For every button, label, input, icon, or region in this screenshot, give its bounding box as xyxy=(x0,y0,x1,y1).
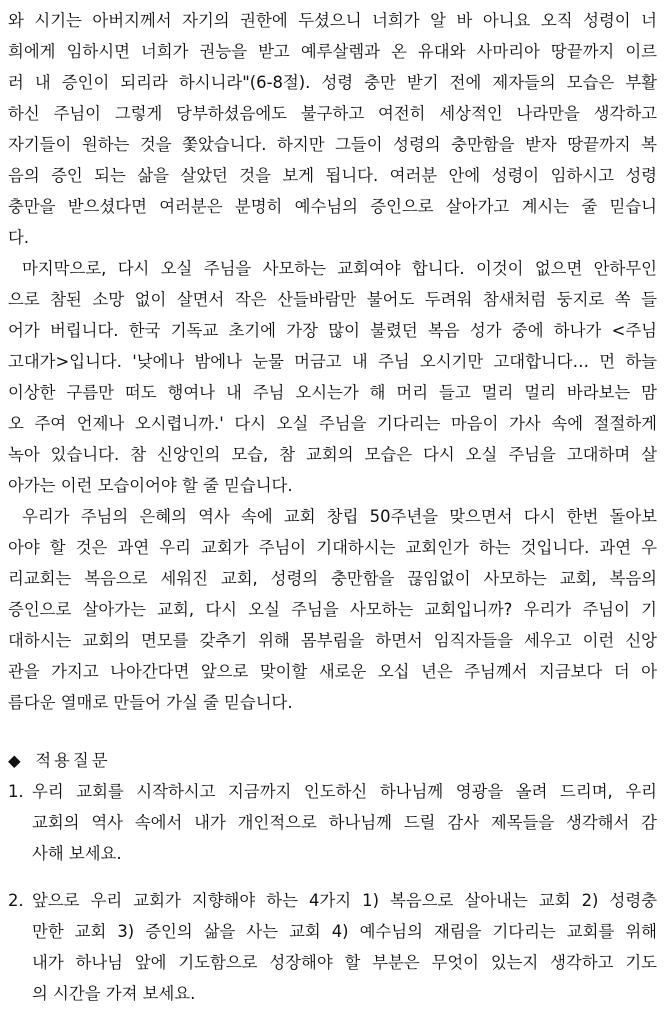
text-line: 우리가 주님의 은혜의 역사 속에 교회 창립 50주년을 맞으면서 다시 한번 돌아보 xyxy=(22,507,657,526)
text-line: 증인으로 살아가는 교회, 다시 오실 주님을 사모하는 교회입니까? 우리가 주님이 기 xyxy=(8,600,657,619)
text-line: 고대가>입니다. '낮에나 밤에나 눈물 머금고 내 주님 오시기만 고대합니다… 먼 하늘 xyxy=(8,352,657,371)
text-line: 아가는 이런 모습이어야 할 줄 믿습니다. xyxy=(8,476,293,495)
text-line: 마지막으로, 다시 오실 주님을 사모하는 교회여야 합니다. 이것이 없으면 안하무인 xyxy=(22,259,657,278)
question-line: 사해 보세요. xyxy=(32,844,122,863)
text-line: 아야 할 것은 과연 우리 교회가 주님이 기대하시는 교회인가 하는 것입니다. 과연 우 xyxy=(8,538,657,557)
text-line: 희에게 임하시면 너희가 권능을 받고 예루살렘과 온 유대와 사마리아 땅끝까지 이르 xyxy=(8,42,657,61)
text-line: 음의 증인 되는 삶을 살았던 것을 보게 됩니다. 여러분 안에 성령이 임하시고 성령 xyxy=(8,166,657,185)
question-number: 2. xyxy=(8,891,24,910)
question-line: 만한 교회 3) 증인의 삶을 사는 교회 4) 예수님의 재림을 기다리는 교회를 위해 xyxy=(32,922,657,941)
question-line: 우리 교회를 시작하시고 지금까지 인도하신 하나님께 영광을 올려 드리며, 우리 xyxy=(32,782,657,801)
question-item xyxy=(8,885,657,1009)
body-paragraph xyxy=(8,501,657,718)
diamond-bullet-icon: ◆ xyxy=(8,751,21,770)
text-line: 름다운 열매로 만들어 가실 줄 믿습니다. xyxy=(8,693,293,712)
question-item xyxy=(8,776,657,869)
text-line: 와 시기는 아버지께서 자기의 권한에 두셨으니 너희가 알 바 아니요 오직 성령이 너 xyxy=(8,11,657,30)
section-heading xyxy=(8,745,657,776)
body-paragraph xyxy=(8,253,657,501)
question-number: 1. xyxy=(8,782,24,801)
text-line: 리교회는 복음으로 세워진 교회, 성령의 충만함을 끊임없이 사모하는 교회, 복음의 xyxy=(8,569,657,588)
text-line: 자기들이 원하는 것을 쫓았습니다. 하지만 그들이 성령의 충만함을 받자 땅끝까지 복 xyxy=(8,135,657,154)
text-line: 오 주여 언제나 오시렵니까.' 다시 오실 주님을 기다리는 마음이 가사 속에 절절하게 xyxy=(8,414,657,433)
body-paragraph xyxy=(8,5,657,253)
text-line: 하신 주님이 그렇게 당부하셨음에도 불구하고 여전히 세상적인 나라만을 생각하고 xyxy=(8,104,657,123)
text-line: 다. xyxy=(8,228,30,247)
text-line: 대하시는 교회의 면모를 갖추기 위해 몸부림을 하면서 임직자들을 세우고 이런 신앙 xyxy=(8,631,657,650)
text-line: 이상한 구름만 떠도 행여나 내 주님 오시는가 해 머리 들고 멀리 멀리 바라보는 맘 xyxy=(8,383,657,402)
question-line: 교회의 역사 속에서 내가 개인적으로 하나님께 드릴 감사 제목들을 생각해서 감 xyxy=(32,813,657,832)
text-line: 충만을 받으셨다면 여러분은 분명히 예수님의 증인으로 살아가고 계시는 줄 믿습니 xyxy=(8,197,657,216)
question-line: 내가 하나님 앞에 기도함으로 성장해야 할 부분은 무엇이 있는지 생각하고 기도 xyxy=(32,953,657,972)
text-line: 어가 버립니다. 한국 기독교 초기에 가장 많이 불렸던 복음 성가 중에 하나가 <주님 xyxy=(8,321,657,340)
text-line: 러 내 증인이 되리라 하시니라"(6-8절). 성령 충만 받기 전에 제자들의 모습은 부활 xyxy=(8,73,657,92)
text-line: 으로 참된 소망 없이 살면서 작은 산들바람만 불어도 두려워 참새처럼 둥지로 쏙 들 xyxy=(8,290,657,309)
question-list xyxy=(8,776,657,1009)
question-line: 앞으로 우리 교회가 지향해야 하는 4가지 1) 복음으로 살아내는 교회 2) 성령충 xyxy=(32,891,657,910)
question-line: 의 시간을 가져 보세요. xyxy=(32,984,196,1003)
text-line: 관을 가지고 나아간다면 앞으로 맞이할 새로운 오십 년은 주님께서 지금보다 더 아 xyxy=(8,662,657,681)
text-line: 녹아 있습니다. 참 신앙인의 모습, 참 교회의 모습은 다시 오실 주님을 고대하며 살 xyxy=(8,445,657,464)
section-title-text: 적용질문 xyxy=(35,751,111,770)
